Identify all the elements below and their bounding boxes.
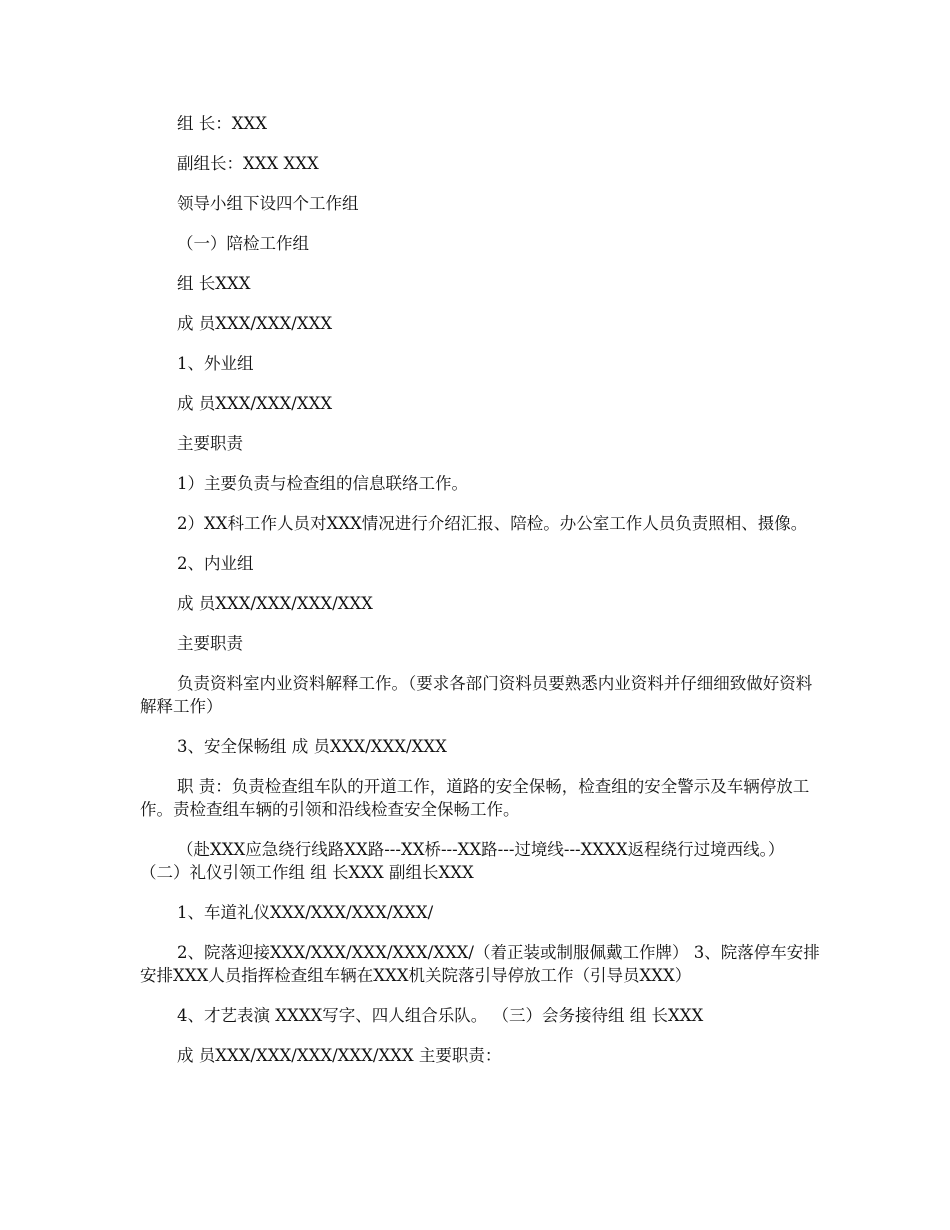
subheading-main-duties-2: 主要职责 <box>177 634 243 653</box>
paragraph-deputy-leader: 副组长：XXX XXX <box>177 154 319 173</box>
paragraph-reception-members: 成 员XXX/XXX/XXX/XXX/XXX 主要职责： <box>177 1046 502 1065</box>
paragraph-members: 成 员XXX/XXX/XXX <box>177 314 333 333</box>
subheading-office-group: 2、内业组 <box>177 554 254 573</box>
paragraph-safety-group: 3、安全保畅组 成 员XXX/XXX/XXX <box>177 737 447 756</box>
paragraph-field-members: 成 员XXX/XXX/XXX <box>177 394 333 413</box>
paragraph-group-leader: 组 长XXX <box>177 274 251 293</box>
paragraph-duty-liaison: 1）主要负责与检查组的信息联络工作。 <box>177 474 468 493</box>
section-heading-inspection-group: （一）陪检工作组 <box>177 234 309 253</box>
paragraph-route-etiquette-group: （赴XXX应急绕行线路XX路---XX桥---XX路---过境线---XXXX返程绕行过境西线。） （二）礼仪引领工作组 组 长XXX 副组长XXX <box>140 840 790 882</box>
document-body <box>140 112 820 1084</box>
paragraph-four-groups: 领导小组下设四个工作组 <box>177 194 359 213</box>
paragraph-duty-report: 2）XX科工作人员对XXX情况进行介绍汇报、陪检。办公室工作人员负责照相、摄像。 <box>177 514 808 533</box>
paragraph-performance-reception: 4、才艺表演 XXXX写字、四人组合乐队。 （三）会务接待组 组 长XXX <box>177 1006 704 1025</box>
subheading-field-group: 1、外业组 <box>177 354 254 373</box>
paragraph-courtyard-welcome: 2、院落迎接XXX/XXX/XXX/XXX/XXX/（着正装或制服佩戴工作牌） 3、院落停车安排安排XXX人员指挥检查组车辆在XXX机关院落引导停放工作（引导员XXX） <box>140 943 820 985</box>
paragraph-leader: 组 长：XXX <box>177 114 267 133</box>
paragraph-duty-materials: 负责资料室内业资料解释工作。（要求各部门资料员要熟悉内业资料并仔细细致做好资料解释工作） <box>140 674 813 716</box>
paragraph-office-members: 成 员XXX/XXX/XXX/XXX <box>177 594 373 613</box>
paragraph-safety-duties: 职 责：负责检查组车队的开道工作，道路的安全保畅，检查组的安全警示及车辆停放工作。责检查组车辆的引领和沿线检查安全保畅工作。 <box>140 777 810 819</box>
subheading-main-duties: 主要职责 <box>177 434 243 453</box>
paragraph-lane-etiquette: 1、车道礼仪XXX/XXX/XXX/XXX/ <box>177 903 434 922</box>
